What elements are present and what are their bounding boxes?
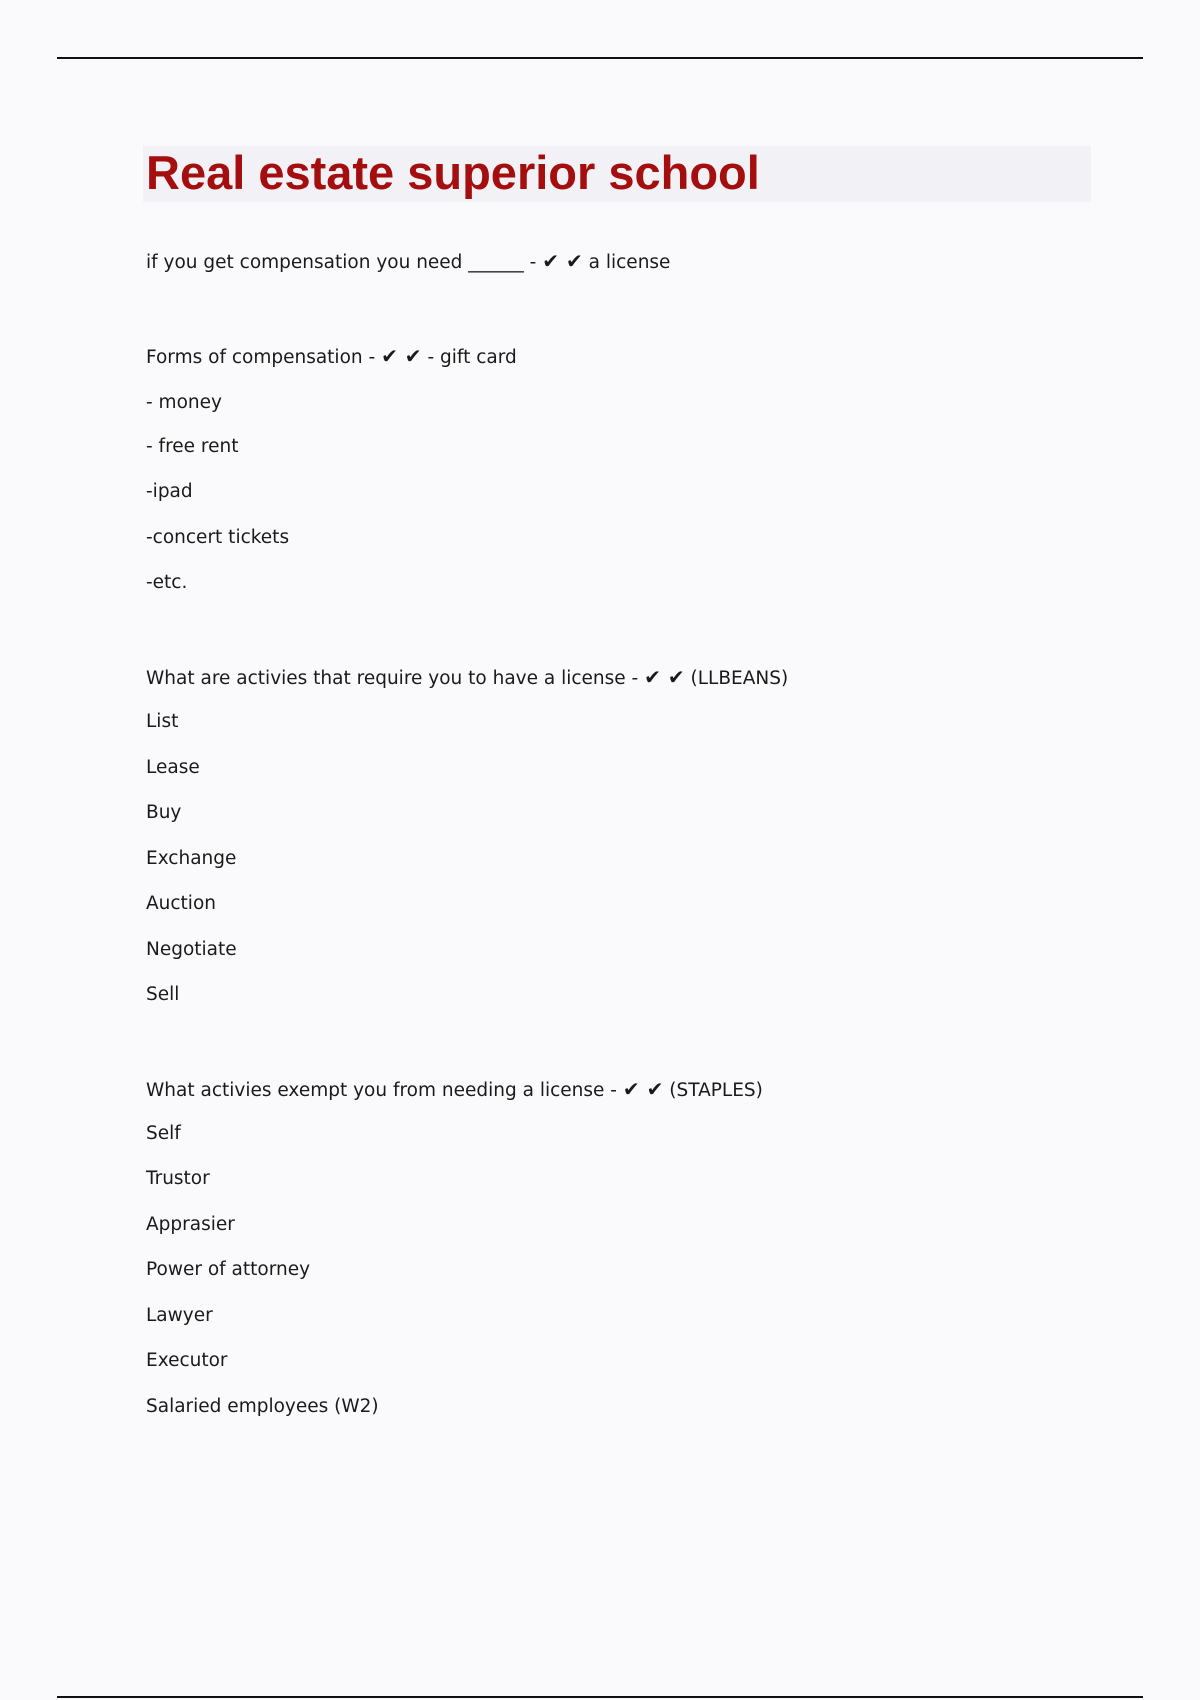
list-item: Sell bbox=[146, 984, 180, 1005]
list-item: Auction bbox=[146, 893, 216, 914]
check-icon: ✔ ✔ bbox=[644, 665, 685, 689]
question-forms-of-compensation bbox=[146, 343, 517, 371]
top-rule bbox=[57, 57, 1143, 59]
list-item: Power of attorney bbox=[146, 1259, 311, 1280]
question-compensation-license bbox=[146, 248, 670, 276]
question-licensed-activities bbox=[146, 664, 788, 692]
answer-text: (STAPLES) bbox=[669, 1080, 763, 1101]
list-item: Salaried employees (W2) bbox=[146, 1396, 379, 1417]
answer-text: (LLBEANS) bbox=[690, 668, 789, 689]
question-text: What are activies that require you to have a license - bbox=[146, 668, 639, 689]
list-item: Trustor bbox=[146, 1168, 210, 1189]
answer-text: a license bbox=[588, 252, 671, 273]
list-item: - money bbox=[146, 392, 222, 413]
list-item: - free rent bbox=[146, 436, 239, 457]
question-text: Forms of compensation - bbox=[146, 347, 376, 368]
list-item: Buy bbox=[146, 802, 182, 823]
list-item: Negotiate bbox=[146, 939, 237, 960]
list-item: List bbox=[146, 711, 179, 732]
list-item: Lawyer bbox=[146, 1305, 213, 1326]
question-text: What activies exempt you from needing a license - bbox=[146, 1080, 617, 1101]
list-item: Executor bbox=[146, 1350, 228, 1371]
list-item: Lease bbox=[146, 757, 200, 778]
question-text: if you get compensation you need ______ - bbox=[146, 252, 537, 273]
list-item: -ipad bbox=[146, 481, 193, 502]
document-title: Real estate superior school bbox=[146, 146, 760, 199]
question-license-exemptions bbox=[146, 1076, 763, 1104]
list-item: Exchange bbox=[146, 848, 237, 869]
check-icon: ✔ ✔ bbox=[542, 249, 583, 273]
answer-text: - gift card bbox=[427, 347, 517, 368]
list-item: -concert tickets bbox=[146, 527, 290, 548]
list-item: Apprasier bbox=[146, 1214, 235, 1235]
bottom-rule bbox=[57, 1696, 1143, 1698]
check-icon: ✔ ✔ bbox=[381, 344, 422, 368]
list-item: Self bbox=[146, 1123, 181, 1144]
list-item: -etc. bbox=[146, 572, 188, 593]
check-icon: ✔ ✔ bbox=[622, 1077, 664, 1101]
